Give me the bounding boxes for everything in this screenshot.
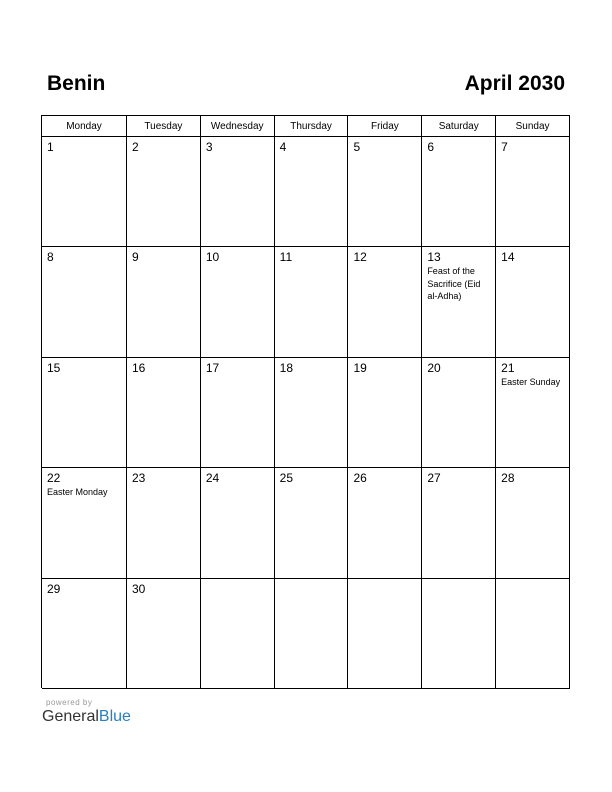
day-cell xyxy=(348,579,422,689)
week-row xyxy=(42,358,570,468)
day-number: 2 xyxy=(132,140,139,154)
day-cell xyxy=(275,137,349,247)
day-cell xyxy=(348,358,422,468)
day-cell xyxy=(348,137,422,247)
week-row xyxy=(42,247,570,357)
day-number: 14 xyxy=(501,250,515,265)
week-row xyxy=(42,468,570,578)
day-cell xyxy=(201,579,275,689)
day-cell xyxy=(275,579,349,689)
day-cell xyxy=(42,137,127,247)
weekday-saturday: Saturday xyxy=(422,116,496,137)
day-cell xyxy=(201,137,275,247)
day-number: 20 xyxy=(427,360,441,375)
holiday-label: Easter Sunday xyxy=(501,376,561,387)
day-number: 23 xyxy=(132,471,146,486)
day-number: 12 xyxy=(353,250,367,265)
month-title: April 2030 xyxy=(464,72,565,95)
day-cell xyxy=(201,358,275,468)
day-number: 7 xyxy=(501,140,508,154)
day-cell xyxy=(496,579,570,689)
day-number: 30 xyxy=(132,581,146,596)
holiday-label: Feast of the Sacrifice (Eid al-Adha) xyxy=(427,266,481,302)
day-cell xyxy=(422,358,496,468)
day-number: 19 xyxy=(353,360,367,375)
brand-logo xyxy=(42,708,131,726)
day-cell xyxy=(42,579,127,689)
day-number: 11 xyxy=(279,250,293,265)
day-cell xyxy=(42,358,127,468)
day-number: 9 xyxy=(132,250,139,265)
day-number: 27 xyxy=(427,471,441,486)
day-cell xyxy=(496,247,570,357)
day-cell xyxy=(127,137,201,247)
day-cell xyxy=(201,468,275,578)
day-cell xyxy=(275,247,349,357)
day-cell xyxy=(422,468,496,578)
powered-by-text: powered by xyxy=(46,698,93,707)
day-number: 4 xyxy=(279,140,287,154)
day-number: 13 xyxy=(427,250,441,265)
day-cell xyxy=(275,358,349,468)
brand-blue-text: Blue xyxy=(98,708,131,725)
day-cell xyxy=(422,247,496,357)
holiday-label: Easter Monday xyxy=(47,487,108,498)
day-cell xyxy=(422,579,496,689)
weekday-thursday: Thursday xyxy=(275,116,349,137)
country-title: Benin xyxy=(47,72,106,95)
brand-general-text: General xyxy=(42,708,99,725)
day-cell xyxy=(348,247,422,357)
day-number: 15 xyxy=(47,360,61,375)
day-number: 21 xyxy=(501,360,515,375)
day-cell xyxy=(127,468,201,578)
day-number: 29 xyxy=(47,581,61,596)
calendar-grid xyxy=(41,115,570,688)
weekday-header-row xyxy=(42,116,570,137)
day-cell xyxy=(127,358,201,468)
day-number: 22 xyxy=(47,471,61,486)
week-row xyxy=(42,579,570,689)
day-cell xyxy=(275,468,349,578)
day-cell xyxy=(42,247,127,357)
week-row xyxy=(42,137,570,247)
day-cell xyxy=(496,358,570,468)
day-number: 18 xyxy=(279,360,294,375)
day-number: 6 xyxy=(427,140,434,154)
day-number: 16 xyxy=(132,360,146,375)
weekday-wednesday: Wednesday xyxy=(201,116,275,137)
weeks-container xyxy=(42,137,570,689)
day-number: 25 xyxy=(279,471,294,486)
day-number: 10 xyxy=(205,250,220,265)
day-cell xyxy=(422,137,496,247)
weekday-friday: Friday xyxy=(348,116,422,137)
day-cell xyxy=(348,468,422,578)
day-cell xyxy=(127,579,201,689)
day-cell xyxy=(496,137,570,247)
day-cell xyxy=(496,468,570,578)
weekday-monday: Monday xyxy=(42,116,127,137)
day-number: 3 xyxy=(205,140,213,154)
day-number: 8 xyxy=(47,250,54,265)
day-number: 28 xyxy=(501,471,515,486)
day-cell xyxy=(201,247,275,357)
day-number: 26 xyxy=(353,471,367,486)
day-number: 1 xyxy=(47,140,54,154)
day-cell xyxy=(127,247,201,357)
day-number: 17 xyxy=(205,360,220,375)
weekday-sunday: Sunday xyxy=(496,116,570,137)
day-cell xyxy=(42,468,127,578)
day-number: 24 xyxy=(205,471,220,486)
weekday-tuesday: Tuesday xyxy=(127,116,201,137)
day-number: 5 xyxy=(353,140,361,154)
